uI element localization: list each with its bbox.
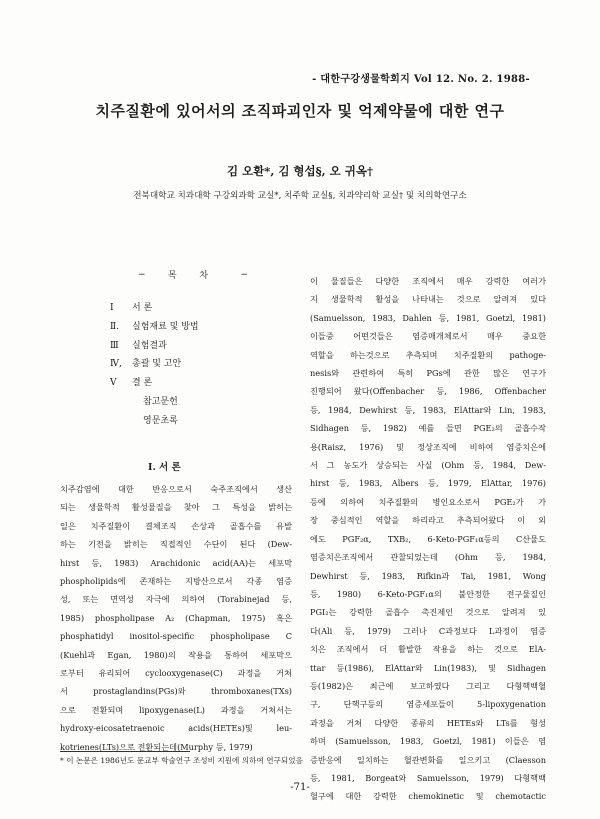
- text-line: PGI₂는 강력한 골흡수 촉진제인 것으로 알려져 있: [310, 607, 546, 618]
- text-line: 에도 PGF₂α, TXB₂, 6-Keto-PGF₁α등의 C산물도: [310, 533, 546, 544]
- text-line: 치주감염에 대한 반응으로서 숙주조직에서 생산: [60, 484, 292, 494]
- body-column-right: [310, 272, 546, 806]
- text-line: 이 물질들은 다양한 조직에서 매우 강력한 여러가: [310, 276, 546, 286]
- text-line: hirst 등, 1983) Arachidonic acid(AA)는 세포막: [60, 557, 292, 568]
- text-line: 등, 1980) 6-Keto-PGF₁α의 불안정한 전구물질인: [310, 588, 546, 599]
- text-line: hydroxy-eicosatetraenoic acids(HETEs)및 leu-: [60, 723, 292, 734]
- text-line: 염증치은조직에서 관찰되었는데 (Ohm 등, 1984,: [310, 552, 546, 563]
- text-line: hirst 등, 1983, Albers 등, 1979, ElAttar, 1976): [310, 478, 546, 489]
- text-line: Dewhirst 등, 1983, Rifkin과 Tai, 1981, Wong: [310, 570, 546, 581]
- toc-heading: [138, 268, 248, 281]
- body-column-left: [60, 480, 292, 756]
- text-line: 되는 생물학적 활성물질을 찾아 그 특성을 밝히는: [60, 502, 292, 513]
- text-line: 용(Raisz, 1976) 및 정상조직에 비하여 염증치은에: [310, 441, 546, 452]
- paper-title: 치주질환에 있어서의 조직파괴인자 및 억제약물에 대한 연구: [95, 102, 505, 120]
- table-of-contents: [110, 268, 290, 431]
- toc-item-label: 실험결과: [132, 340, 167, 351]
- toc-dash-right: −: [240, 269, 248, 280]
- toc-heading-text: 목 차: [167, 271, 219, 281]
- text-line: 성, 또는 면역성 자극에 의하여 (Torabinejad 등,: [60, 594, 292, 605]
- toc-item: [110, 412, 290, 431]
- text-line: 서 prostaglandins(PGs)와 thromboxanes(TXs): [60, 686, 292, 697]
- text-line: 혈구에 대한 강력한 chemokinetic 및 chemotactic: [310, 791, 546, 802]
- text-line: 하는 기전을 밝히는 직접적인 수단이 된다 (Dew-: [60, 539, 292, 550]
- footnote-rule: [60, 751, 190, 752]
- text-line: phosphatidyl inositol-specific phospholipase C: [60, 631, 292, 642]
- text-line: 하며 (Samuelsson, 1983, Goetzl, 1981) 이들은 염: [310, 736, 546, 747]
- text-line: 등(1982)은 최근에 보고하였다 그리고 다형핵백혈: [310, 680, 546, 691]
- toc-item-number: Ⅳ,: [110, 359, 122, 370]
- toc-item: [110, 374, 290, 393]
- text-line: (Samuelsson, 1983, Dahlen 등, 1981, Goetzl, 1981): [310, 312, 546, 323]
- text-line: 로부터 유리되어 cyclooxygenase(C) 과정을 거쳐: [60, 668, 292, 679]
- toc-item: [110, 393, 290, 412]
- toc-item-number: Ⅴ: [110, 378, 117, 389]
- authors: 김 오환*, 김 형섭§, 오 귀옥†: [226, 164, 374, 178]
- toc-item-number: Ⅰ: [110, 303, 114, 313]
- text-line: 진행되어 왔다(Offenbacher 등, 1986, Offenbacher: [310, 386, 546, 397]
- text-line: 구, 단핵구등의 염증세포들이 5-lipoxygenation: [310, 699, 546, 710]
- text-line: 지 생물학적 활성을 나타내는 것으로 알려져 있다: [310, 294, 546, 305]
- toc-dash-left: −: [138, 269, 146, 280]
- text-line: 등, 1984, Dewhirst 등, 1983, ElAttar와 Lin, 1983,: [310, 404, 546, 415]
- text-line: 으로 전환되며 lipoxygenase(L) 과정을 거쳐서는: [60, 704, 292, 715]
- text-line: Sidhagen 등, 1982) 예를 들면 PGE₂의 골흡수작: [310, 423, 546, 434]
- text-line: 치은 조직에서 더 활발한 작용을 하는 것으로 ElA-: [310, 644, 546, 655]
- text-line: 일은 치주질환이 결체조직 손상과 골흡수를 유발: [60, 520, 292, 531]
- toc-item-label: 실험재료 및 방법: [132, 321, 199, 332]
- text-line: 등에 의하여 치주질환의 병인요소로서 PGE₂가 가: [310, 496, 546, 507]
- text-line: 1985) phospholipase A₂ (Chapman, 1975) 혹은: [60, 612, 292, 623]
- toc-item-label: 영문초록: [143, 415, 178, 426]
- text-line: 증반응에 일치하는 혈관변화를 일으키고 (Claesson: [310, 754, 546, 765]
- text-line: 서 그 농도가 상승되는 사실 (Ohm 등, 1984, Dew-: [310, 460, 546, 471]
- text-line: 과정을 거쳐 다양한 종류의 HETEs와 LTs를 형성: [310, 717, 546, 728]
- toc-item: [110, 355, 290, 374]
- toc-item: [110, 299, 290, 318]
- toc-item: [110, 337, 290, 356]
- toc-list: [110, 299, 290, 431]
- text-line: 이들중 어떤것들은 염증매개체로서 매우 중요한: [310, 331, 546, 342]
- toc-item-label: 결 론: [132, 378, 153, 389]
- footnote: * 이 논문은 1986년도 문교부 학술연구 조성비 지원에 의하여 연구되었음: [60, 756, 303, 765]
- page-number: -71-: [290, 782, 310, 793]
- text-line: phospholipids에 존재하는 지방산으로서 각종 염증: [60, 576, 292, 587]
- toc-item-label: 참고문헌: [143, 396, 178, 407]
- text-line: kotrienes(LTs)으로 전환되는데(Murphy 등, 1979): [60, 741, 253, 752]
- text-line: nesis와 관련하여 특히 PGs에 관한 많은 연구가: [310, 368, 546, 379]
- text-line: (Kuehl과 Egan, 1980)의 작용을 통하여 세포막으: [60, 649, 292, 660]
- toc-item-label: 총괄 및 고안: [132, 359, 182, 370]
- toc-item-number: Ⅱ.: [110, 321, 119, 332]
- text-line: 장 중심적인 역할을 하리라고 추측되어왔다 이 외: [310, 515, 546, 526]
- toc-item-label: 서 론: [132, 303, 153, 313]
- text-line: 다(Ali 등, 1979) 그러나 C과정보다 L과정이 염증: [310, 625, 546, 636]
- toc-item-number: Ⅲ: [110, 340, 119, 351]
- text-line: 등, 1981, Borgeat와 Samuelsson, 1979) 다형핵백: [310, 772, 546, 783]
- section-heading: Ⅰ. 서 론: [148, 462, 181, 473]
- text-line: ttar 등(1986), ElAttar와 Lin(1983), 및 Sidhagen: [310, 662, 546, 673]
- affiliation: 전북대학교 치과대학 구강외과학 교실*, 치주학 교실§, 치과약리학 교실† 및 치의학연구소: [133, 191, 467, 201]
- toc-item: [110, 318, 290, 337]
- journal-header: - 대한구강생물학회지 Vol 12. No. 2. 1988-: [312, 74, 530, 85]
- text-line: 역할을 하는것으로 추측되며 치주질환의 pathoge-: [310, 349, 546, 360]
